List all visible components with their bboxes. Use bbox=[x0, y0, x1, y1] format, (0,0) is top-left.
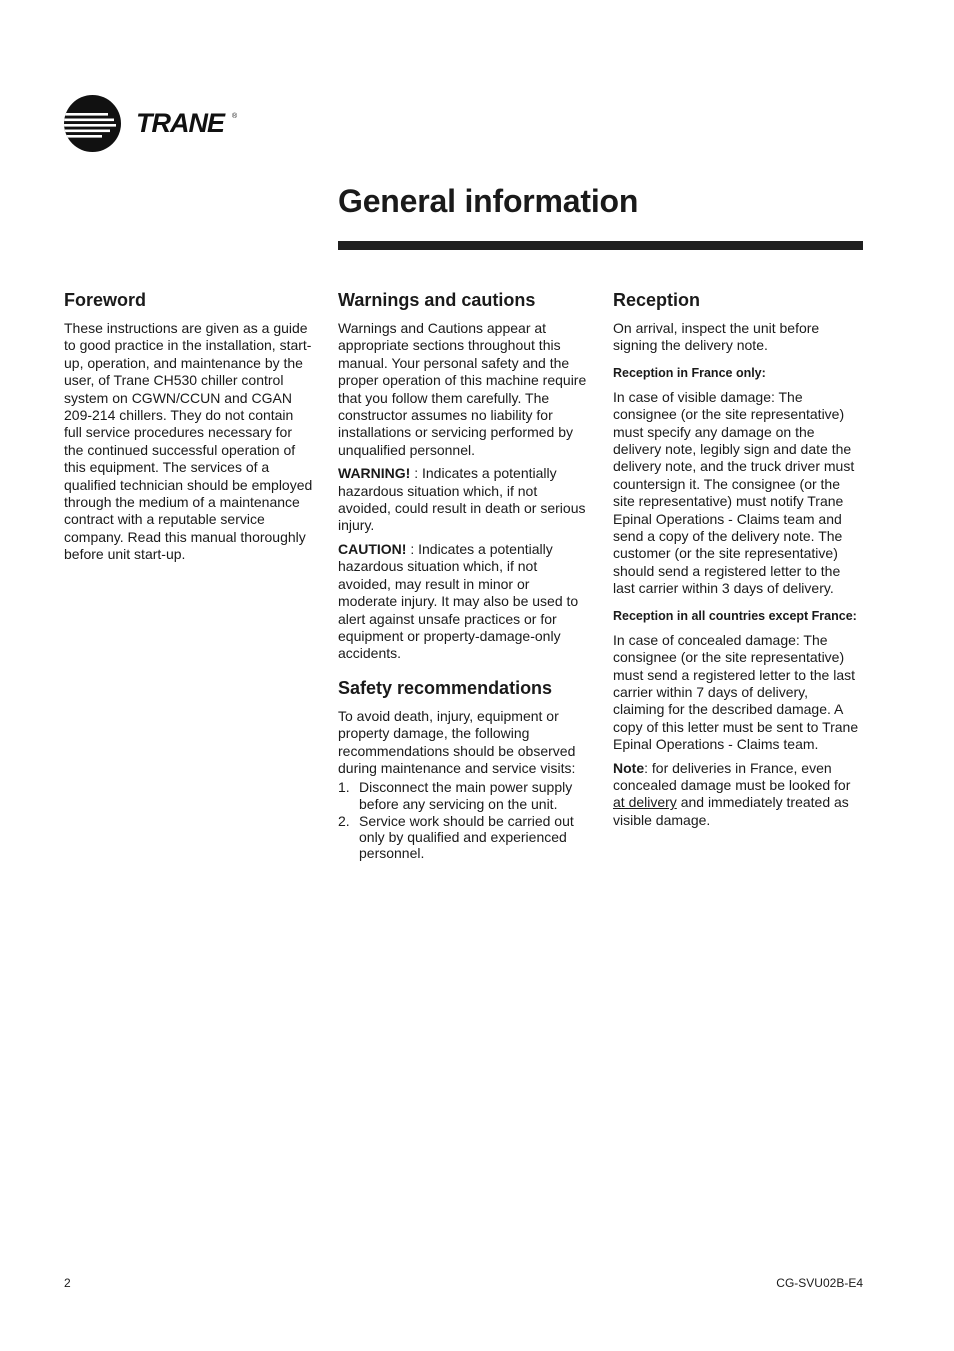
reception-france-heading: Reception in France only: bbox=[613, 365, 766, 380]
foreword-column bbox=[64, 289, 314, 570]
brand-wordmark: TRANE bbox=[136, 108, 224, 138]
reception-france-text: In case of visible damage: The consignee (or the site representative) must specify any damage on the delivery note, legibly sign and date the delivery note, and the truck driver must countersign it. The consignee (or the site representative) must notify Trane Epinal Operations - Claims team and send a copy of the delivery note. The customer (or the site representative) should send a registered letter to the last carrier within 3 days of delivery. bbox=[613, 388, 855, 597]
safety-intro: To avoid death, injury, equipment or property damage, the following recommendations should be observed during maintenance and service visits: bbox=[338, 707, 576, 776]
reception-note bbox=[613, 760, 863, 830]
list-item-text: Disconnect the main power supply before any servicing on the unit. bbox=[359, 779, 573, 812]
warnings-column bbox=[338, 289, 588, 862]
safety-list bbox=[338, 779, 588, 861]
note-underlined: at delivery bbox=[613, 794, 677, 811]
caution-paragraph bbox=[338, 541, 588, 663]
foreword-heading: Foreword bbox=[64, 290, 147, 310]
reception-heading: Reception bbox=[613, 290, 701, 310]
warning-paragraph bbox=[338, 465, 588, 535]
document-code: CG-SVU02B-E4 bbox=[776, 1276, 863, 1290]
note-text-1: : for deliveries in France, even concealed damage must be looked for bbox=[613, 759, 851, 793]
page-title: General information bbox=[338, 183, 639, 219]
reception-other-text: In case of concealed damage: The consignee (or the site representative) must send a registered letter to the last carrier within 7 days of delivery, claiming for the described damage. A copy of this letter must be sent to Trane Epinal Operations - Claims team. bbox=[613, 631, 859, 753]
warnings-heading: Warnings and cautions bbox=[338, 290, 536, 310]
registered-mark: ® bbox=[232, 113, 238, 120]
note-text-2: and immediately treated as visible damage. bbox=[613, 794, 849, 828]
warning-label: WARNING! bbox=[338, 465, 411, 482]
list-item bbox=[338, 779, 588, 811]
reception-column bbox=[613, 289, 863, 835]
note-label: Note bbox=[613, 759, 645, 776]
foreword-body: These instructions are given as a guide to good practice in the installation, start-up, operation, and maintenance by the user, of Trane CH530 chiller control system on CGWN/CCUN and CGAN 209-214 chillers. They do not contain full service procedures necessary for the continued successful operation of this equipment. The services of a qualified technician should be employed through the medium of a maintenance contract with a reputable service company. Read this manual thoroughly before unit start-up. bbox=[64, 320, 313, 563]
list-item-text: Service work should be carried out only by qualified and experienced personnel. bbox=[359, 812, 574, 862]
reception-other-heading: Reception in all countries except France: bbox=[613, 608, 857, 623]
caution-text: : Indicates a potentially hazardous situation which, if not avoided, may result in minor or moderate injury. It may also be used to alert against unsafe practices or for equipment or property-damage-only accidents. bbox=[338, 540, 579, 662]
list-item-number: 2. bbox=[338, 812, 350, 829]
trane-logo bbox=[64, 94, 244, 154]
list-item-number: 1. bbox=[338, 779, 350, 796]
reception-intro: On arrival, inspect the unit before signing the delivery note. bbox=[613, 320, 820, 354]
caution-label: CAUTION! bbox=[338, 540, 407, 557]
warnings-intro: Warnings and Cautions appear at appropriate sections throughout this manual. Your personal safety and the proper operation of this machine require that you follow them carefully. The constructor assumes no liability for installations or servicing performed by unqualified personnel. bbox=[338, 320, 587, 458]
list-item bbox=[338, 813, 588, 862]
warning-text: : Indicates a potentially hazardous situation which, if not avoided, could result in death or serious injury. bbox=[338, 465, 586, 534]
page-number: 2 bbox=[64, 1276, 71, 1290]
title-rule bbox=[338, 241, 863, 250]
safety-heading: Safety recommendations bbox=[338, 677, 553, 698]
